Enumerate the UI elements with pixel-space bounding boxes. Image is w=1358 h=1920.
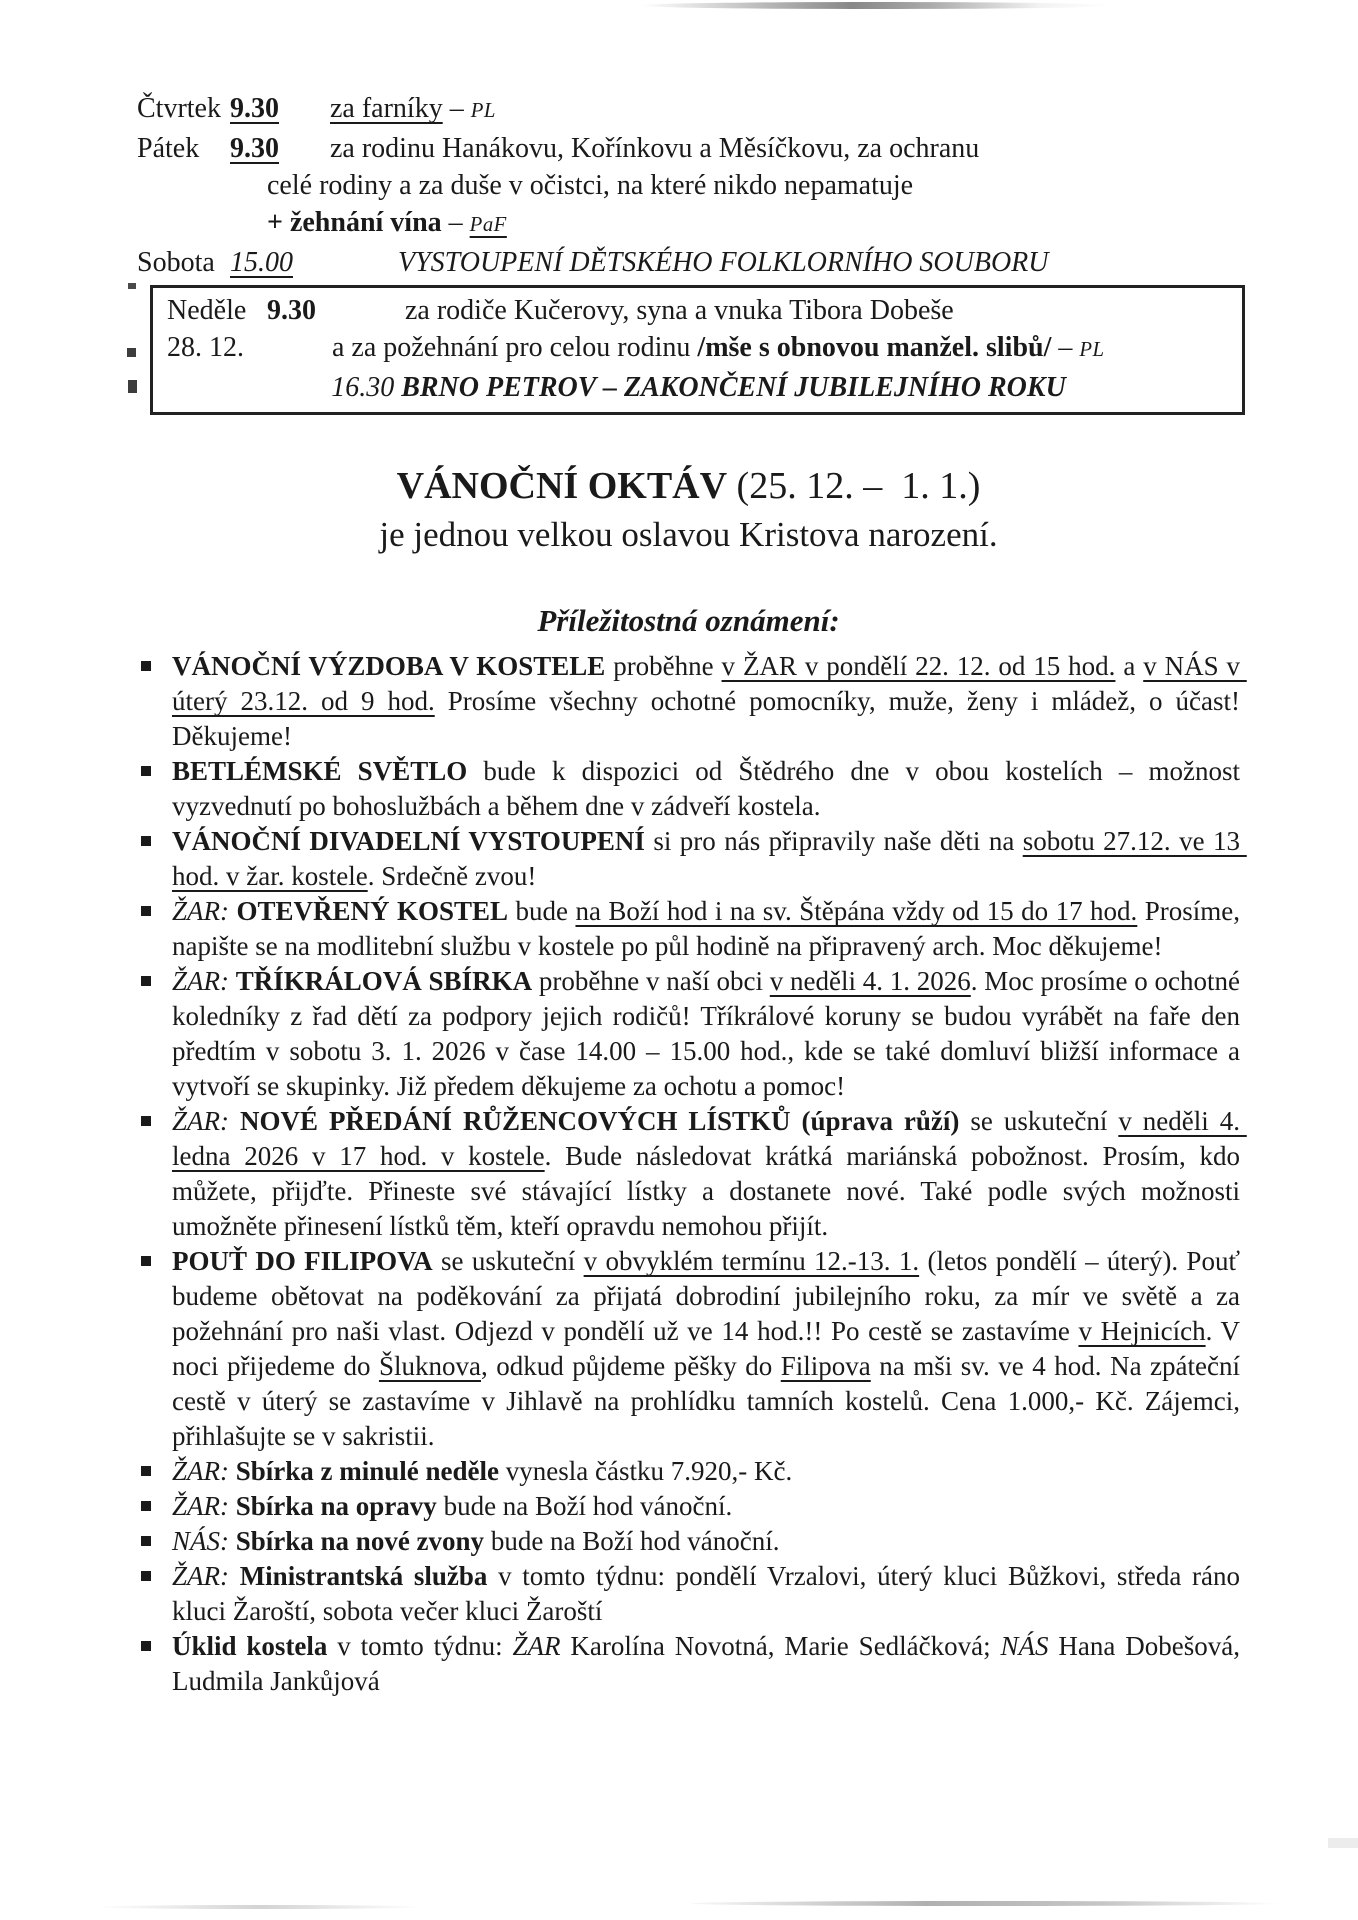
schedule-intention — [267, 170, 913, 201]
text-run: Úklid kostela — [172, 1631, 328, 1661]
text-run: (25. 12. – 1. 1.) — [727, 465, 981, 507]
text-run: ŽAR: — [172, 966, 229, 996]
text-run: . Srdečně zvou! — [367, 861, 537, 891]
text-run: OTEVŘENÝ KOSTEL — [236, 896, 509, 926]
octave-title — [137, 463, 1240, 509]
schedule-time — [267, 292, 405, 329]
text-run: Sbírka z minulé neděle — [235, 1456, 500, 1486]
text-run: Sbírka na opravy — [235, 1491, 437, 1521]
bullet-square-icon — [141, 1501, 151, 1511]
schedule-intention — [267, 207, 507, 238]
text-run: /mše s obnovou manžel. slibů/ — [697, 332, 1052, 363]
schedule-day: 28. 12. — [167, 332, 244, 363]
mass-schedule — [137, 90, 1240, 281]
text-run: PL — [470, 100, 496, 122]
text-run: se uskuteční — [959, 1106, 1119, 1136]
schedule-intention — [330, 244, 1240, 281]
schedule-intention — [330, 90, 1240, 130]
text-run: VÁNOČNÍ OKTÁV — [396, 465, 728, 507]
text-run: v obvyklém termínu 12.-13. 1. — [583, 1246, 920, 1276]
bullet-square-icon — [141, 1641, 151, 1651]
text-run: – — [441, 207, 470, 238]
text-run: Hana Dobešová, Ludmila Jankůjová — [172, 1631, 1247, 1696]
schedule-day: Pátek — [137, 133, 200, 164]
text-run: 16.30 — [331, 372, 402, 403]
text-run: v NÁS v úterý 23.12. od 9 hod. — [172, 651, 1247, 716]
text-run: bude k dispozici od Štědrého dne v obou kostelích – možnost vyzvednutí po bohoslužbách a během dne v zádveří kostela. — [172, 756, 1247, 821]
text-run: . Moc prosíme o ochotné koledníky z řad dětí za podpory jejich rodičů! Tříkrálové koruny se budou vyrábět na faře den předtím v sobotu 3. 1. 2026 v čase 14.00 – 15.00 hod., kde se také domluví bližší informace a vytvoří se skupinky. Již předem děkujeme za ochotu a pomoc! — [172, 966, 1247, 1101]
bullet-square-icon — [141, 836, 151, 846]
text-run: PL — [1079, 339, 1105, 361]
text-run: NÁS — [1000, 1631, 1049, 1661]
text-run: celé rodiny a za duše v očistci, na které nikdo nepamatuje — [267, 170, 914, 201]
text-run: VYSTOUPENÍ DĚTSKÉHO FOLKLORNÍHO SOUBORU — [398, 247, 1049, 278]
bullet-square-icon — [141, 1466, 151, 1476]
text-run: sobotu 27.12. ve 13 hod. v žar. kostele — [172, 826, 1247, 891]
text-run: v tomto týdnu: pondělí Vrzalovi, úterý kluci Bůžkovi, středa ráno kluci Žaroští, sobota večer kluci Žaroští — [172, 1561, 1247, 1626]
bullet-square-icon — [141, 1256, 151, 1266]
text-run: bude na Boží hod vánoční. — [484, 1526, 780, 1556]
bullet-square-icon — [141, 1116, 151, 1126]
schedule-row — [137, 130, 1240, 167]
text-run: za rodinu Hanákovu, Kořínkovu a Měsíčkovu, za ochranu — [330, 133, 980, 164]
text-run: se uskuteční — [432, 1246, 584, 1276]
text-run — [229, 1456, 236, 1486]
announcement-item — [137, 1454, 1240, 1489]
text-run — [229, 1526, 236, 1556]
text-run: 9.30 — [267, 295, 316, 326]
text-run: VÁNOČNÍ VÝZDOBA V KOSTELE — [172, 651, 606, 681]
text-run — [229, 1106, 240, 1136]
schedule-row — [167, 329, 1230, 369]
sunday-mass-box — [150, 285, 1245, 415]
announcement-item — [137, 964, 1247, 1104]
announcement-item — [137, 1559, 1247, 1629]
text-run: bude na Boží hod vánoční. — [436, 1491, 733, 1521]
schedule-day: Sobota — [137, 247, 215, 278]
text-run: na Boží hod i na sv. Štěpána vždy od 15 do 17 hod. — [575, 896, 1138, 926]
text-run: ŽAR: — [172, 1491, 229, 1521]
schedule-time — [230, 90, 330, 130]
text-run: Prosíme, napište se na modlitební službu v kostele po půl hodině na připravený arch. Moc děkujeme! — [172, 896, 1247, 961]
announcement-item — [137, 754, 1247, 824]
text-run: v neděli 4. 1. 2026 — [769, 966, 971, 996]
text-run: PaF — [469, 214, 507, 236]
text-run: ŽAR: — [172, 1106, 229, 1136]
announcement-item — [137, 1524, 1240, 1559]
bullet-square-icon — [141, 766, 151, 776]
text-run: ŽAR — [512, 1631, 561, 1661]
text-run: (letos pondělí – úterý). Pouť budeme obětovat na poděkování za přijatá dobrodiní jubilejního roku, za mír ve světě a za požehnání pro naši vlast. Odjezd v pondělí už ve 14 hod.!! Po cestě se zastavíme — [172, 1246, 1247, 1346]
text-run: Karolína Novotná, Marie Sedláčková; — [560, 1631, 1001, 1661]
scan-artifact-top-smudge — [640, 2, 1110, 9]
text-run: v tomto týdnu: — [327, 1631, 513, 1661]
schedule-row — [137, 204, 1240, 244]
text-run: VÁNOČNÍ DIVADELNÍ VYSTOUPENÍ — [172, 826, 645, 856]
schedule-row — [167, 292, 1230, 329]
scan-artifact-bottom-right — [690, 1901, 1280, 1906]
text-run: v ŽAR v pondělí 22. 12. od 15 hod. — [721, 651, 1116, 681]
text-run: Filipova — [780, 1351, 871, 1381]
schedule-row — [137, 244, 1240, 281]
scan-artifact-bottom-left — [95, 1905, 425, 1909]
bullet-square-icon — [141, 906, 151, 916]
announcement-item — [137, 1489, 1240, 1524]
text-run: ŽAR: — [172, 1456, 229, 1486]
text-run: + žehnání vína — [267, 207, 442, 238]
text-run: si pro nás připravily naše děti na — [644, 826, 1023, 856]
text-run: proběhne — [605, 651, 722, 681]
schedule-day: Čtvrtek — [137, 93, 221, 124]
announcement-item — [137, 1104, 1247, 1244]
announcement-item — [137, 1629, 1247, 1699]
text-run: BETLÉMSKÉ SVĚTLO — [172, 756, 468, 786]
announcement-item — [137, 649, 1247, 754]
text-run: 9.30 — [230, 93, 279, 124]
bullet-square-icon — [141, 1571, 151, 1581]
text-run: 15.00 — [230, 247, 293, 278]
text-run — [229, 1491, 236, 1521]
text-run: – — [1051, 332, 1080, 363]
bullet-square-icon — [141, 661, 151, 671]
text-run: vynesla částku 7.920,- Kč. — [499, 1456, 793, 1486]
text-run: Sbírka na nové zvony — [235, 1526, 485, 1556]
text-run: 9.30 — [230, 133, 279, 164]
schedule-intention — [405, 292, 1230, 329]
text-run: ŽAR: — [172, 896, 229, 926]
scan-artifact-left-mark — [128, 283, 136, 289]
bulletin-content — [137, 90, 1247, 1699]
text-run — [229, 1561, 240, 1591]
scan-artifact-left-mark — [127, 348, 136, 357]
text-run: BRNO PETROV – ZAKONČENÍ JUBILEJNÍHO ROKU — [401, 372, 1066, 403]
octave-subtitle: je jednou velkou oslavou Kristova narození. — [379, 515, 998, 554]
schedule-intention — [330, 130, 1240, 167]
schedule-time — [230, 130, 330, 167]
text-run: NOVÉ PŘEDÁNÍ RŮŽENCOVÝCH LÍSTKŮ (úprava růží) — [239, 1106, 960, 1136]
schedule-row — [137, 90, 1240, 130]
text-run: , odkud půjdeme pěšky do — [480, 1351, 781, 1381]
text-run: . Bude následovat krátká mariánská pobožnost. Prosím, kdo můžete, přijďte. Přineste své stávající lístky a dostanete nové. Také podle svých možnosti umožněte přinesení lístků těm, kteří opravdu nemohou přijít. — [172, 1141, 1247, 1241]
bullet-square-icon — [141, 976, 151, 986]
text-run: ŽAR: — [172, 1561, 229, 1591]
schedule-intention — [267, 329, 1230, 369]
text-run: na mši sv. ve 4 hod. Na zpáteční cestě v úterý se zastavíme v Jihlavě na prohlídku tamních kostelů. Cena 1.000,- Kč. Zájemci, přihlašujte se v sakristii. — [172, 1351, 1247, 1451]
scan-artifact-corner — [1328, 1838, 1358, 1848]
announcement-item — [137, 824, 1247, 894]
text-run: . V noci přijedeme do — [172, 1316, 1247, 1381]
text-run: za farníky — [330, 93, 443, 124]
text-run: v Hejnicích — [1078, 1316, 1206, 1346]
text-run: bude — [508, 896, 576, 926]
announcement-item — [137, 1244, 1247, 1454]
text-run: Prosíme všechny ochotné pomocníky, muže, ženy i mládež, o účast! Děkujeme! — [172, 686, 1247, 751]
schedule-day: Neděle — [167, 295, 247, 326]
text-run: Ministrantská služba — [239, 1561, 488, 1591]
text-run: a za požehnání pro celou rodinu — [332, 332, 698, 363]
announcements-list — [137, 649, 1247, 1699]
announcement-item — [137, 894, 1247, 964]
text-run: a — [1115, 651, 1144, 681]
bullet-square-icon — [141, 1536, 151, 1546]
text-run: NÁS: — [172, 1526, 229, 1556]
text-run: POUŤ DO FILIPOVA — [172, 1246, 433, 1276]
schedule-row — [137, 167, 1240, 204]
text-run: v neděli 4. ledna 2026 v 17 hod. v kostele — [172, 1106, 1247, 1171]
announcements-heading: Příležitostná oznámení: — [537, 603, 840, 638]
text-run: proběhne v naší obci — [532, 966, 770, 996]
text-run: TŘÍKRÁLOVÁ SBÍRKA — [235, 966, 533, 996]
scan-artifact-left-mark — [128, 380, 137, 393]
text-run: za rodiče Kučerovy, syna a vnuka Tibora Dobeše — [405, 295, 954, 326]
text-run: – — [442, 93, 471, 124]
schedule-time — [230, 244, 330, 281]
box-centered-line — [167, 369, 1230, 406]
text-run: Šluknova — [378, 1351, 481, 1381]
text-run — [229, 966, 236, 996]
